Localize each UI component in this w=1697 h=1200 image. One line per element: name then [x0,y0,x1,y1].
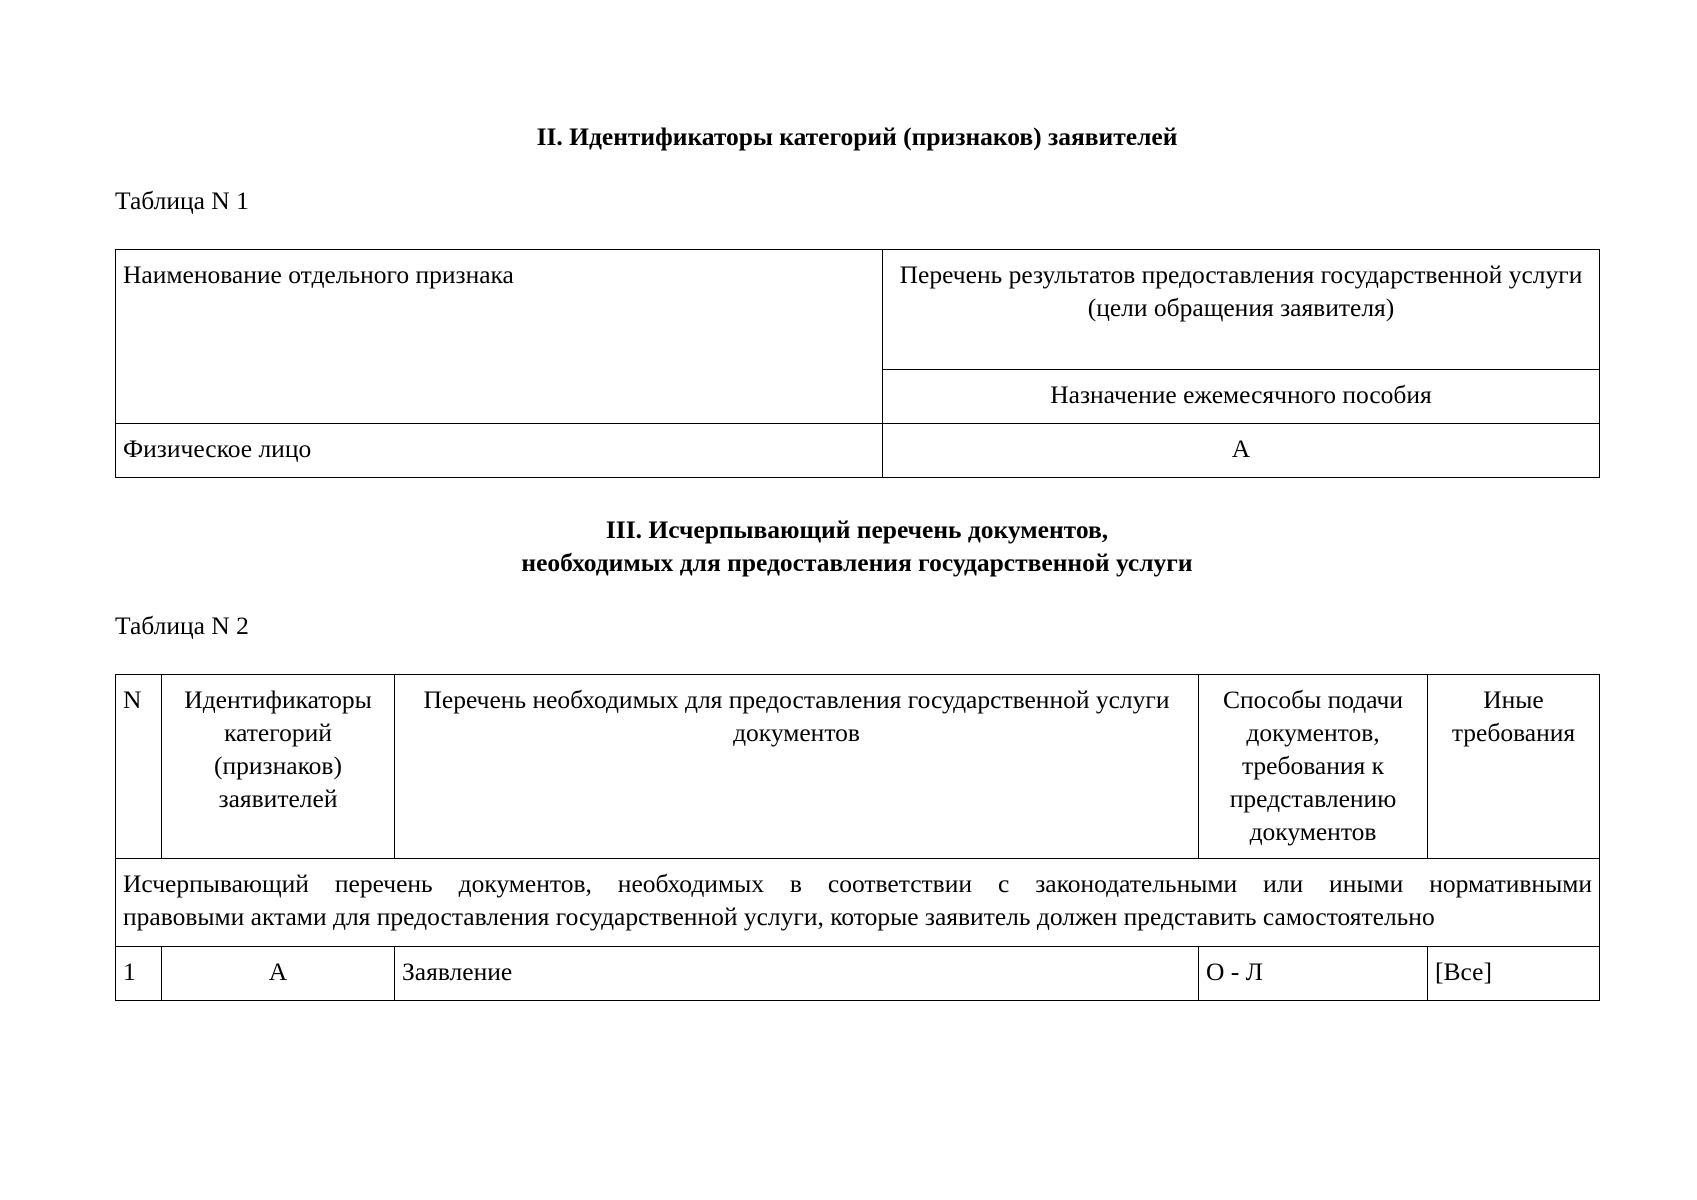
table-row [116,947,1600,1001]
table-2-header-documents: Перечень необходимых для предоставления государственной услуги документов [395,675,1199,859]
table-2-cell-method: О - Л [1199,947,1428,1001]
table-1-label: Таблица N 1 [115,186,249,215]
section-3-title-line2: необходимых для предоставления государственной услуги [521,548,1193,577]
table-1-header-results-line2: (цели обращения заявителя) [1087,293,1395,322]
table-2-span-row [116,859,1600,947]
table-2-span-line2: правовыми актами для предоставления государственной услуги, которые заявитель должен представить самостоятельно [123,902,1435,931]
section-3-title-line1: III. Исчерпывающий перечень документов, [605,515,1109,544]
table-2-span-line1: Исчерпывающий перечень документов, необходимых в соответствии с законодательными или иными нормативными [123,869,1592,898]
table-1-header-results [883,250,1600,370]
table-2-header-other: Иные требования [1428,675,1600,859]
table-2 [115,674,1600,1001]
table-2-header-methods: Способы подачи документов, требования к представлению документов [1199,675,1428,859]
table-1-header-feature: Наименование отдельного признака [116,250,883,424]
table-2-header-identifiers: Идентификаторы категорий (признаков) заявителей [162,675,395,859]
table-2-header-row [116,675,1600,859]
section-3-title [115,513,1599,579]
table-1-header-results-line1: Перечень результатов предоставления государственной услуги [899,260,1583,289]
table-1-subheader-result: Назначение ежемесячного пособия [883,370,1600,424]
table-2-cell-document: Заявление [395,947,1199,1001]
table-2-cell-other: [Все] [1428,947,1600,1001]
table-2-cell-identifier: А [162,947,395,1001]
table-1-cell-code: А [883,424,1600,478]
table-2-span-cell [116,859,1600,947]
table-1 [115,249,1600,478]
table-1-cell-feature: Физическое лицо [116,424,883,478]
table-2-label: Таблица N 2 [115,611,249,640]
table-row [116,424,1600,478]
table-2-cell-n: 1 [116,947,162,1001]
table-2-header-n: N [116,675,162,859]
section-2-title: II. Идентификаторы категорий (признаков) заявителей [536,122,1178,151]
